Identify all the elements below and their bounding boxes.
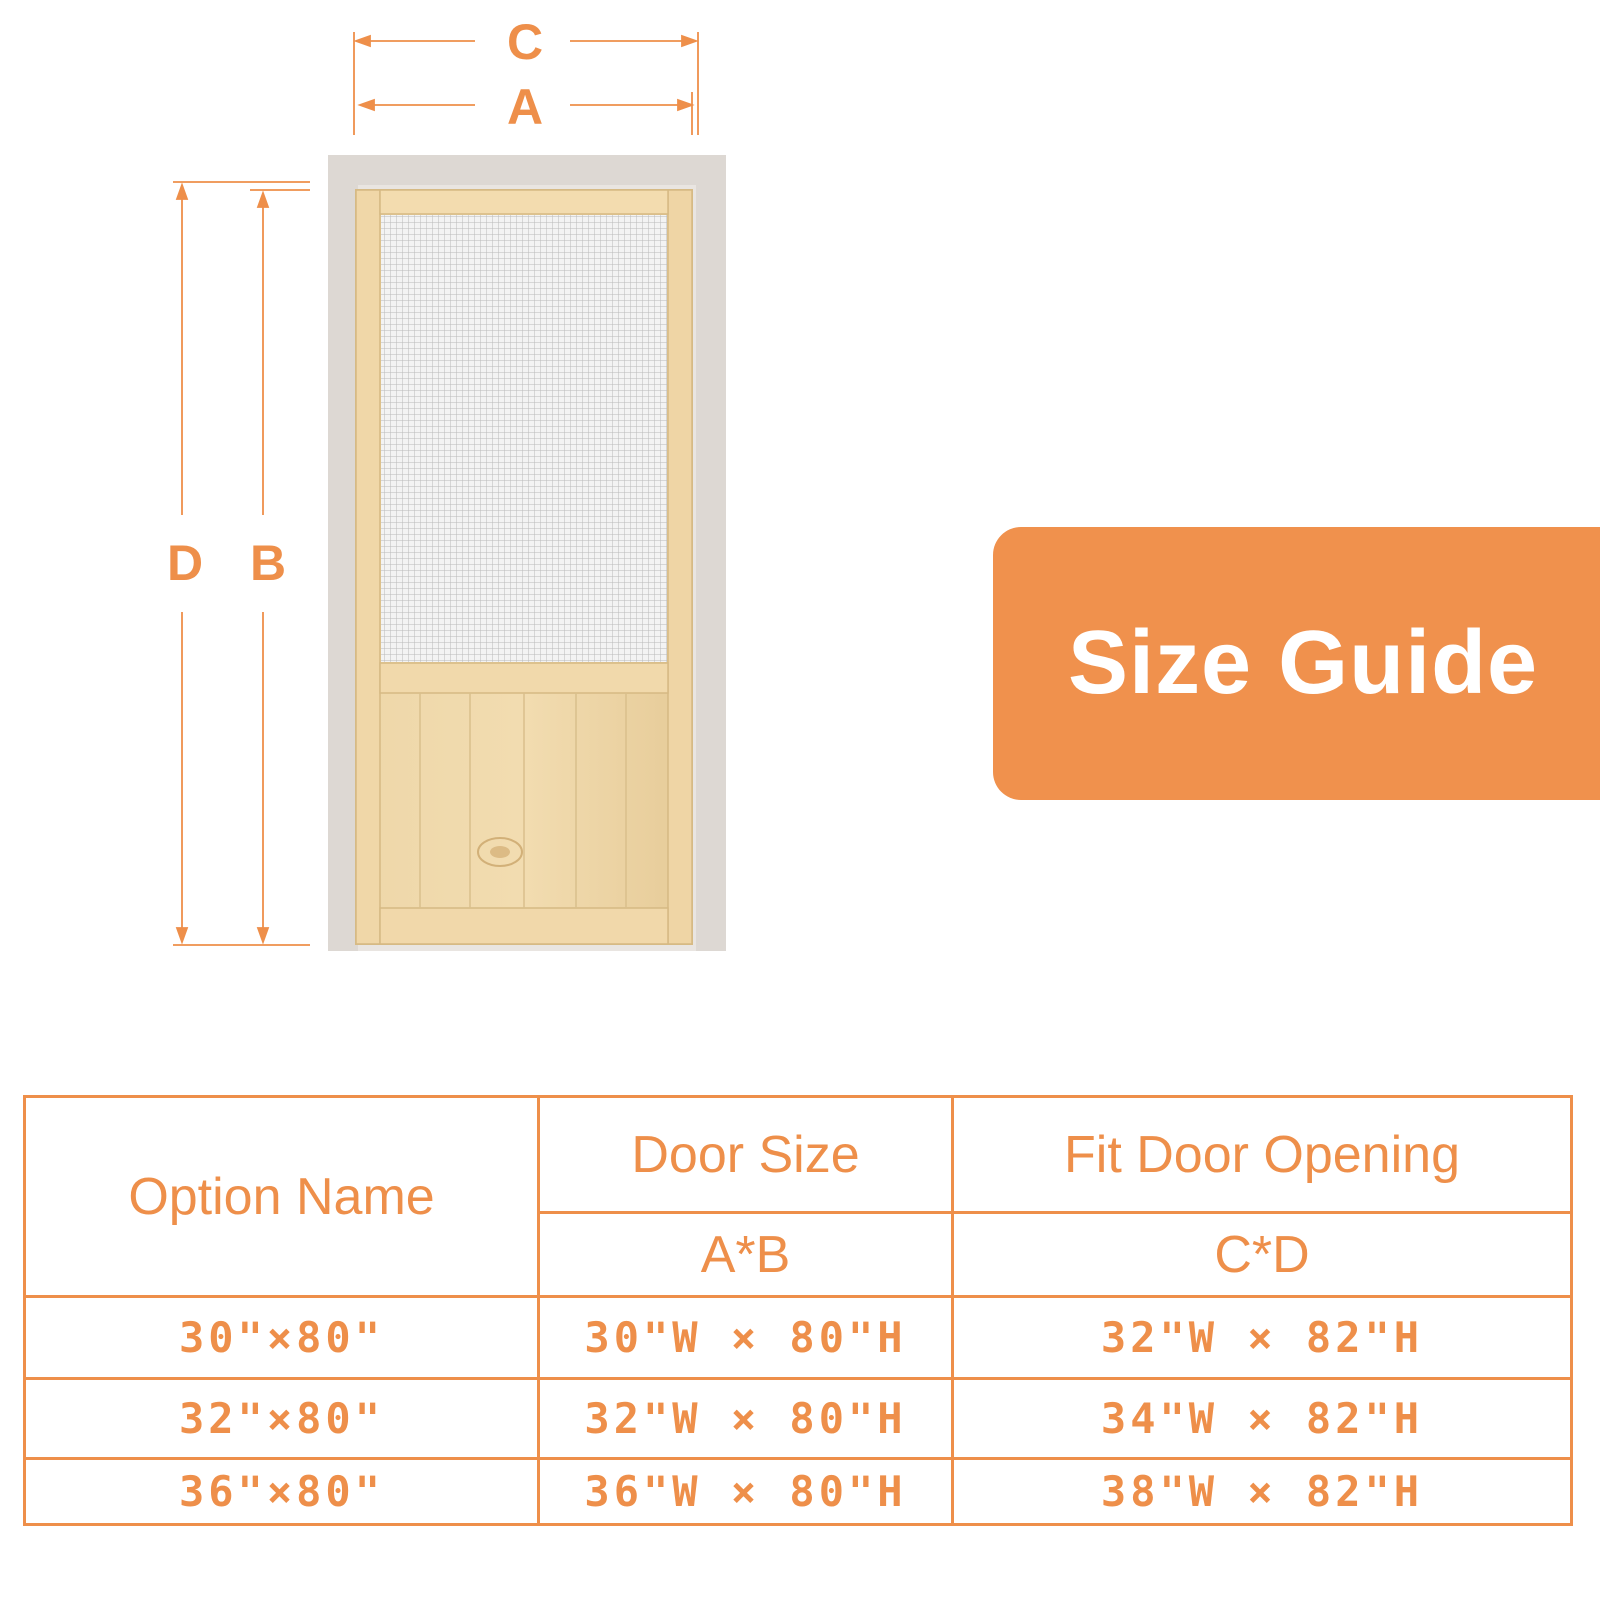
door-size-cell: 32"W × 80"H [539, 1379, 953, 1459]
table-row [25, 1459, 1572, 1525]
option-cell: 32"×80" [25, 1379, 539, 1459]
header-fit-opening-formula: C*D [953, 1213, 1572, 1297]
dimension-label-d: D [166, 535, 204, 591]
header-door-size-formula: A*B [539, 1213, 953, 1297]
fit-opening-cell: 34"W × 82"H [953, 1379, 1572, 1459]
size-guide-badge [993, 527, 1600, 800]
dimension-label-a: A [506, 79, 544, 135]
option-cell: 30"×80" [25, 1297, 539, 1379]
size-table [23, 1095, 1573, 1526]
table-row [25, 1379, 1572, 1459]
door-size-cell: 30"W × 80"H [539, 1297, 953, 1379]
header-option-name: Option Name [25, 1097, 539, 1297]
option-cell: 36"×80" [25, 1459, 539, 1525]
fit-opening-cell: 32"W × 82"H [953, 1297, 1572, 1379]
size-guide-title: Size Guide [1068, 613, 1539, 713]
header-fit-door-opening: Fit Door Opening [953, 1097, 1572, 1213]
screen-door [356, 190, 692, 944]
door-size-cell: 36"W × 80"H [539, 1459, 953, 1525]
table-row [25, 1297, 1572, 1379]
dimension-label-b: B [249, 535, 287, 591]
fit-opening-cell: 38"W × 82"H [953, 1459, 1572, 1525]
header-door-size: Door Size [539, 1097, 953, 1213]
dimension-label-c: C [506, 14, 544, 70]
